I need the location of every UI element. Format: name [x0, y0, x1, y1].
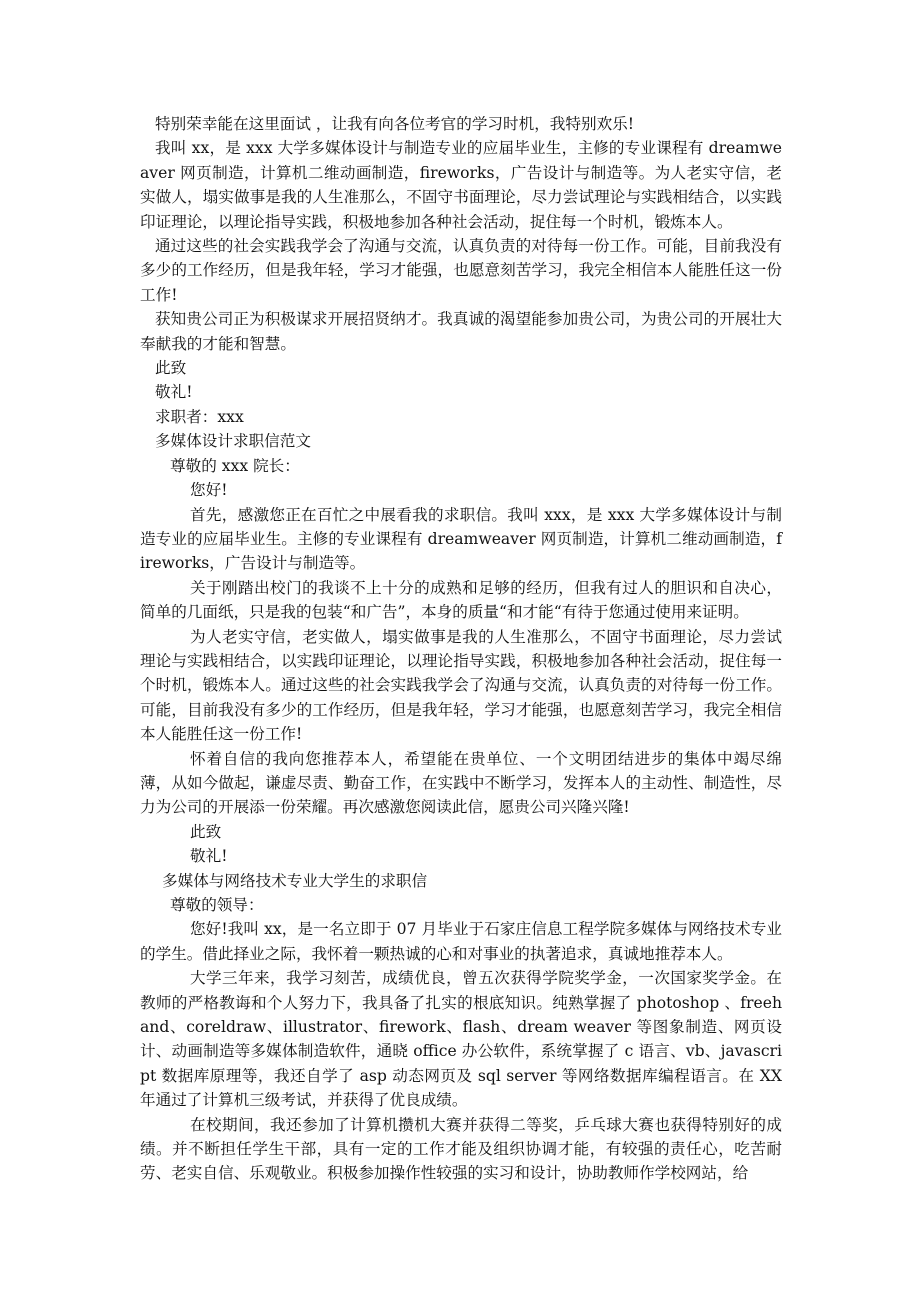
closing-cizhi-1: 此致 [155, 359, 187, 378]
paragraph-10: 大学三年来，我学习刻苦，成绩优良，曾五次获得学院奖学金，一次国家奖学金。在教师的严格教诲和个人努力下，我具备了扎实的根底知识。纯熟掌握了 photoshop 、freehand、coreldraw、illustrator、firework、flash、dream weaver 等图象制造、网页设计、动画制造等多媒体制造软件，通晓 office 办公软件，系统掌握了 c 语言、vb、javascript 数据库原理等，我还自学了 asp 动态网页及 sql server 等网络数据库编程语言。在 XX 年通过了计算机三级考试，并获得了优良成绩。 [140, 969, 782, 1110]
paragraph-4: 获知贵公司正为积极谋求开展招贤纳才。我真诚的渴望能参加贵公司，为贵公司的开展壮大奉献我的才能和智慧。 [140, 310, 782, 353]
closing-jingli-2: 敬礼! [190, 847, 228, 866]
paragraph-3: 通过这些的社会实践我学会了沟通与交流，认真负责的对待每一份工作。可能，目前我没有多少的工作经历，但是我年轻，学习才能强，也愿意刻苦学习，我完全相信本人能胜任这一份工作! [140, 237, 782, 304]
paragraph-2: 我叫 xx，是 xxx 大学多媒体设计与制造专业的应届毕业生，主修的专业课程有 dreamweaver 网页制造，计算机二维动画制造，fireworks，广告设计与制造等。为人老实守信，老实做人，塌实做事是我的人生准那么，不固守书面理论，尽力尝试理论与实践相结合，以实践印证理论，以理论指导实践，积极地参加各种社会活动，捉住每一个时机，锻炼本人。 [140, 139, 782, 231]
salutation-2: 尊敬的领导： [170, 896, 264, 914]
closing-cizhi-2: 此致 [190, 822, 222, 841]
paragraph-8: 怀着自信的我向您推荐本人，希望能在贵单位、一个文明团结进步的集体中竭尽绵薄，从如今做起，谦虚尽责、勤奋工作，在实践中不断学习，发挥本人的主动性、制造性，尽力为公司的开展添一份荣耀。再次感激您阅读此信，愿贵公司兴隆兴隆! [140, 749, 782, 817]
paragraph-11: 在校期间，我还参加了计算机攒机大赛并获得二等奖，乒乓球大赛也获得特别好的成绩。并不断担任学生干部，具有一定的工作才能及组织协调才能，有较强的责任心，吃苦耐劳、老实自信、乐观敬业。积极参加操作性较强的实习和设计，协助教师作学校网站，给 [140, 1115, 782, 1183]
paragraph-1: 特别荣幸能在这里面试 ，让我有向各位考官的学习时机，我特别欢乐! [155, 115, 635, 133]
document-page [140, 112, 782, 1186]
applicant-signature: 求职者：xxx [155, 407, 244, 426]
greeting-1: 您好! [190, 481, 228, 500]
section-title-2: 多媒体与网络技术专业大学生的求职信 [162, 871, 428, 890]
paragraph-5: 首先，感激您正在百忙之中展看我的求职信。我叫 xxx，是 xxx 大学多媒体设计与制造专业的应届毕业生。主修的专业课程有 dreamweaver 网页制造，计算机二维动画制造，fireworks，广告设计与制造等。 [140, 505, 782, 573]
section-title-1: 多媒体设计求职信范文 [155, 432, 311, 451]
closing-jingli-1: 敬礼! [155, 383, 193, 402]
paragraph-9: 您好!我叫 xx，是一名立即于 07 月毕业于石家庄信息工程学院多媒体与网络技术专业的学生。借此择业之际，我怀着一颗热诚的心和对事业的执著追求，真诚地推荐本人。 [140, 920, 782, 963]
paragraph-7: 为人老实守信，老实做人，塌实做事是我的人生准那么，不固守书面理论，尽力尝试理论与实践相结合，以实践印证理论，以理论指导实践，积极地参加各种社会活动，捉住每一个时机，锻炼本人。通过这些的社会实践我学会了沟通与交流，认真负责的对待每一份工作。可能，目前我没有多少的工作经历，但是我年轻，学习才能强，也愿意刻苦学习，我完全相信本人能胜任这一份工作! [140, 627, 782, 744]
salutation-1: 尊敬的 xxx 院长： [170, 456, 300, 475]
paragraph-6: 关于刚踏出校门的我谈不上十分的成熟和足够的经历，但我有过人的胆识和自决心，简单的几面纸，只是我的包装“和广告”，本身的质量“和才能“有待于您通过使用来证明。 [140, 578, 782, 622]
